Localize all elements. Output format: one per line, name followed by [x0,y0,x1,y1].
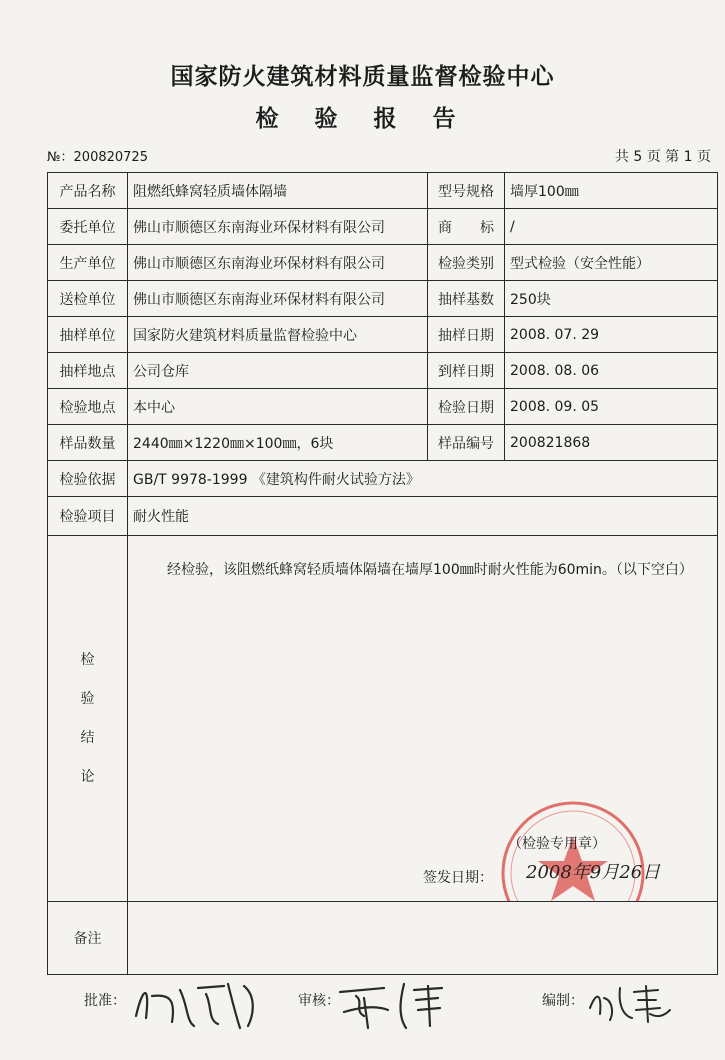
review-label: 审核： [298,993,340,1009]
value-arrival-date: 2008. 08. 06 [505,353,718,389]
row-sampling-place [48,353,718,389]
approve-label: 批准： [84,993,126,1009]
value-test-basis: GB/T 9978-1999 《建筑构件耐火试验方法》 [128,461,718,497]
issue-date-label: 签发日期： [423,870,493,886]
label-sample-quantity: 样品数量 [48,425,128,461]
label-manufacturer: 生产单位 [48,245,128,281]
row-remarks [48,902,718,975]
label-submitter: 送检单位 [48,281,128,317]
label-client: 委托单位 [48,209,128,245]
reviewer-signature [334,976,454,1031]
label-test-place: 检验地点 [48,389,128,425]
label-test-date: 检验日期 [428,389,505,425]
value-client: 佛山市顺德区东南海业环保材料有限公司 [128,209,428,245]
row-test-items [48,497,718,536]
stamp-label: （检验专用章） [508,836,606,852]
label-product-name: 产品名称 [48,173,128,209]
label-test-type: 检验类别 [428,245,505,281]
value-manufacturer: 佛山市顺德区东南海业环保材料有限公司 [128,245,428,281]
row-conclusion [48,536,718,902]
label-sampler: 抽样单位 [48,317,128,353]
conclusion-text: 经检验，该阻燃纸蜂窝轻质墙体隔墙在墙厚100㎜时耐火性能为60min。（以下空白） [167,562,693,578]
report-table [47,172,718,975]
value-remarks [128,902,718,975]
compile-label: 编制： [542,993,584,1009]
label-test-basis: 检验依据 [48,461,128,497]
value-sampler: 国家防火建筑材料质量监督检验中心 [128,317,428,353]
compiler-signature [584,978,674,1028]
label-test-items: 检验项目 [48,497,128,536]
value-sample-quantity: 2440㎜×1220㎜×100㎜，6块 [128,425,428,461]
label-model-spec: 型号规格 [428,173,505,209]
value-sampling-base: 250块 [505,281,718,317]
value-sampling-date: 2008. 07. 29 [505,317,718,353]
inspection-stamp: 专用章 [498,798,648,902]
conclusion-label-char: 验 [80,690,95,707]
row-product-name [48,173,718,209]
conclusion-label-vertical [53,641,122,797]
row-test-basis [48,461,718,497]
value-sampling-place: 公司仓库 [128,353,428,389]
value-product-name: 阻燃纸蜂窝轻质墙体隔墙 [128,173,428,209]
label-sampling-base: 抽样基数 [428,281,505,317]
label-sample-number: 样品编号 [428,425,505,461]
organization-title: 国家防火建筑材料质量监督检验中心 [170,64,555,90]
conclusion-label-char: 检 [80,651,95,668]
signature-footer [0,976,725,1036]
value-trademark: / [505,209,718,245]
label-sampling-place: 抽样地点 [48,353,128,389]
value-test-items: 耐火性能 [128,497,718,536]
row-client [48,209,718,245]
row-sampler [48,317,718,353]
row-submitter [48,281,718,317]
label-sampling-date: 抽样日期 [428,317,505,353]
conclusion-label-char: 论 [80,768,95,785]
label-arrival-date: 到样日期 [428,353,505,389]
row-sample-quantity [48,425,718,461]
value-sample-number: 200821868 [505,425,718,461]
report-number: №：200820725 [47,150,148,165]
label-trademark: 商 标 [428,209,505,245]
value-test-type: 型式检验（安全性能） [505,245,718,281]
issue-date-handwritten: 2008年9月26日 [526,862,661,883]
page-info: 共 5 页 第 1 页 [614,149,711,165]
row-manufacturer [48,245,718,281]
approver-signature [128,976,268,1031]
value-submitter: 佛山市顺德区东南海业环保材料有限公司 [128,281,428,317]
conclusion-label-char: 结 [80,729,95,746]
value-test-place: 本中心 [128,389,428,425]
row-test-place [48,389,718,425]
value-test-date: 2008. 09. 05 [505,389,718,425]
value-model-spec: 墙厚100㎜ [505,173,718,209]
conclusion-body [128,536,718,930]
label-conclusion [48,536,128,902]
document-title: 检 验 报 告 [255,106,470,132]
label-remarks: 备注 [48,902,128,975]
